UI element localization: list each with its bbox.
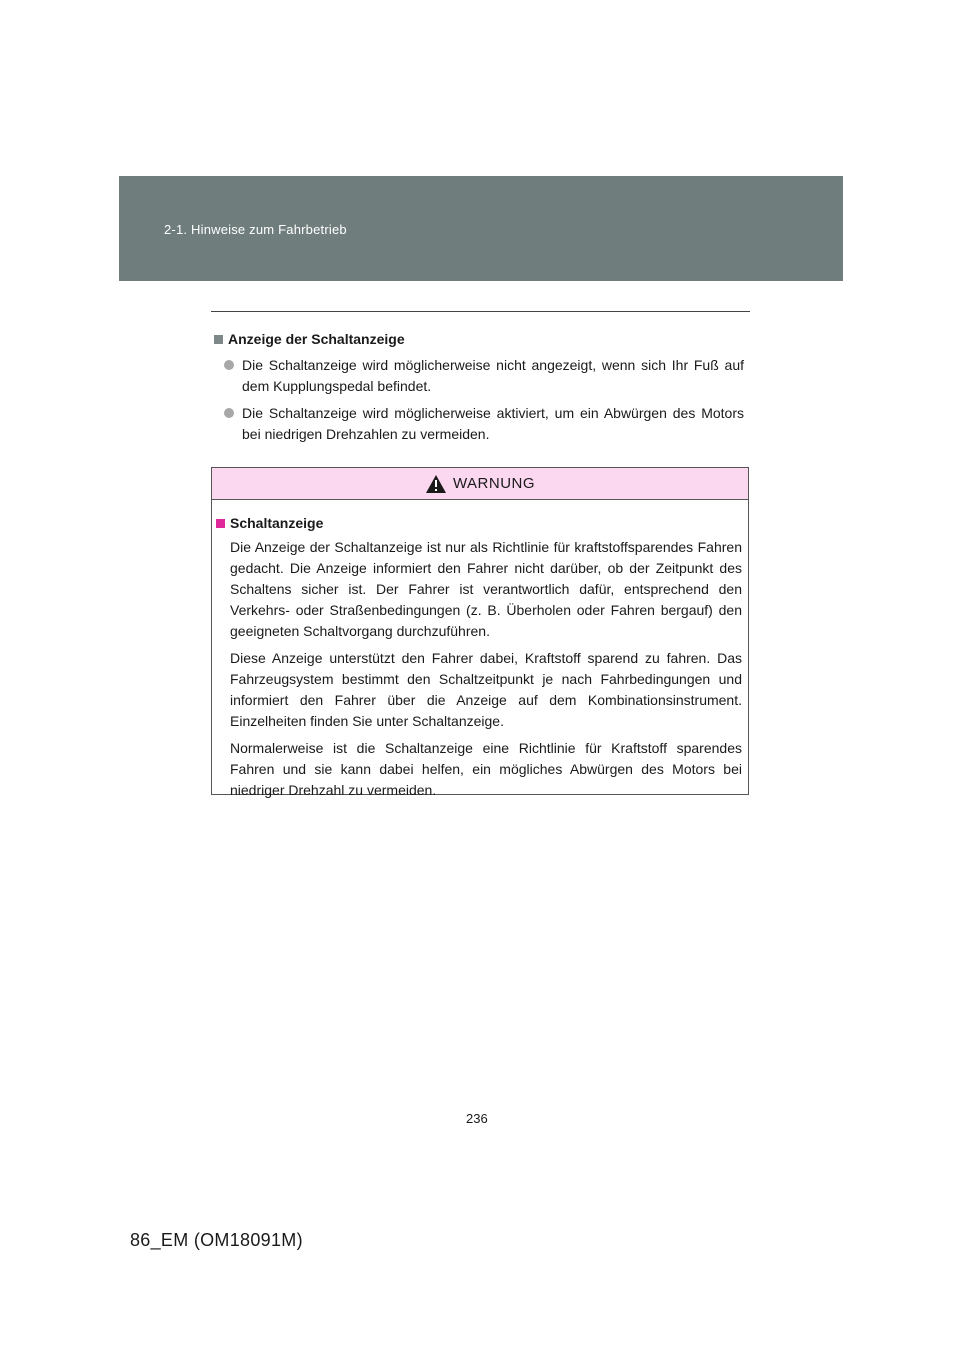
section-breadcrumb: 2-1. Hinweise zum Fahrbetrieb <box>164 222 347 237</box>
warning-paragraph: Die Anzeige der Schaltanzeige ist nur als Richtlinie für kraftstoffsparendes Fahren gedacht. Die Anzeige informiert den Fahrer nicht darüber, ob der Zeitpunkt des Schaltens sicher ist. Der Fahrer ist verantwortlich dafür, entsprechend den Verkehrs- oder Straßenbedingungen (z. B. Überholen oder Fahren bergauf) den geeigneten Schaltvorgang durchzuführen. <box>230 539 742 639</box>
bullet-text: Die Schaltanzeige wird möglicherweise aktiviert, um ein Abwürgen des Motors bei niedrigen Drehzahlen zu vermeiden. <box>242 405 744 442</box>
bullet-text: Die Schaltanzeige wird möglicherweise nicht angezeigt, wenn sich Ihr Fuß auf dem Kupplungspedal befindet. <box>242 357 744 394</box>
warning-triangle-icon <box>425 474 447 494</box>
divider <box>211 311 750 312</box>
warning-box <box>211 467 749 798</box>
section-title: Anzeige der Schaltanzeige <box>228 331 405 347</box>
warning-label: WARNUNG <box>452 475 536 492</box>
list-item <box>214 403 744 445</box>
square-bullet-icon <box>216 519 225 528</box>
footer-code: 86_EM (OM18091M) <box>130 1230 303 1250</box>
warning-paragraph: Diese Anzeige unterstützt den Fahrer dabei, Kraftstoff sparend zu fahren. Das Fahrzeugsystem bestimmt den Schaltzeitpunkt je nach Fahrbedingungen und informiert den Fahrer über die Anzeige auf dem Kombinationsinstrument. Einzelheiten finden Sie unter Schaltanzeige. <box>230 650 742 729</box>
square-bullet-icon <box>214 335 223 344</box>
header-band <box>119 176 843 281</box>
list-item <box>214 355 744 397</box>
page-number: 236 <box>466 1111 488 1126</box>
warning-paragraph: Normalerweise ist die Schaltanzeige eine Richtlinie für Kraftstoff sparendes Fahren und sie kann dabei helfen, ein mögliches Abwürgen des Motors bei niedriger Drehzahl zu vermeiden. <box>230 740 742 798</box>
warning-body <box>212 500 748 801</box>
warning-header <box>212 468 748 500</box>
warning-title: Schaltanzeige <box>230 515 324 531</box>
circle-bullet-icon <box>224 408 234 418</box>
section-heading <box>214 329 744 349</box>
info-section <box>214 329 744 445</box>
warning-heading <box>216 513 742 533</box>
circle-bullet-icon <box>224 360 234 370</box>
